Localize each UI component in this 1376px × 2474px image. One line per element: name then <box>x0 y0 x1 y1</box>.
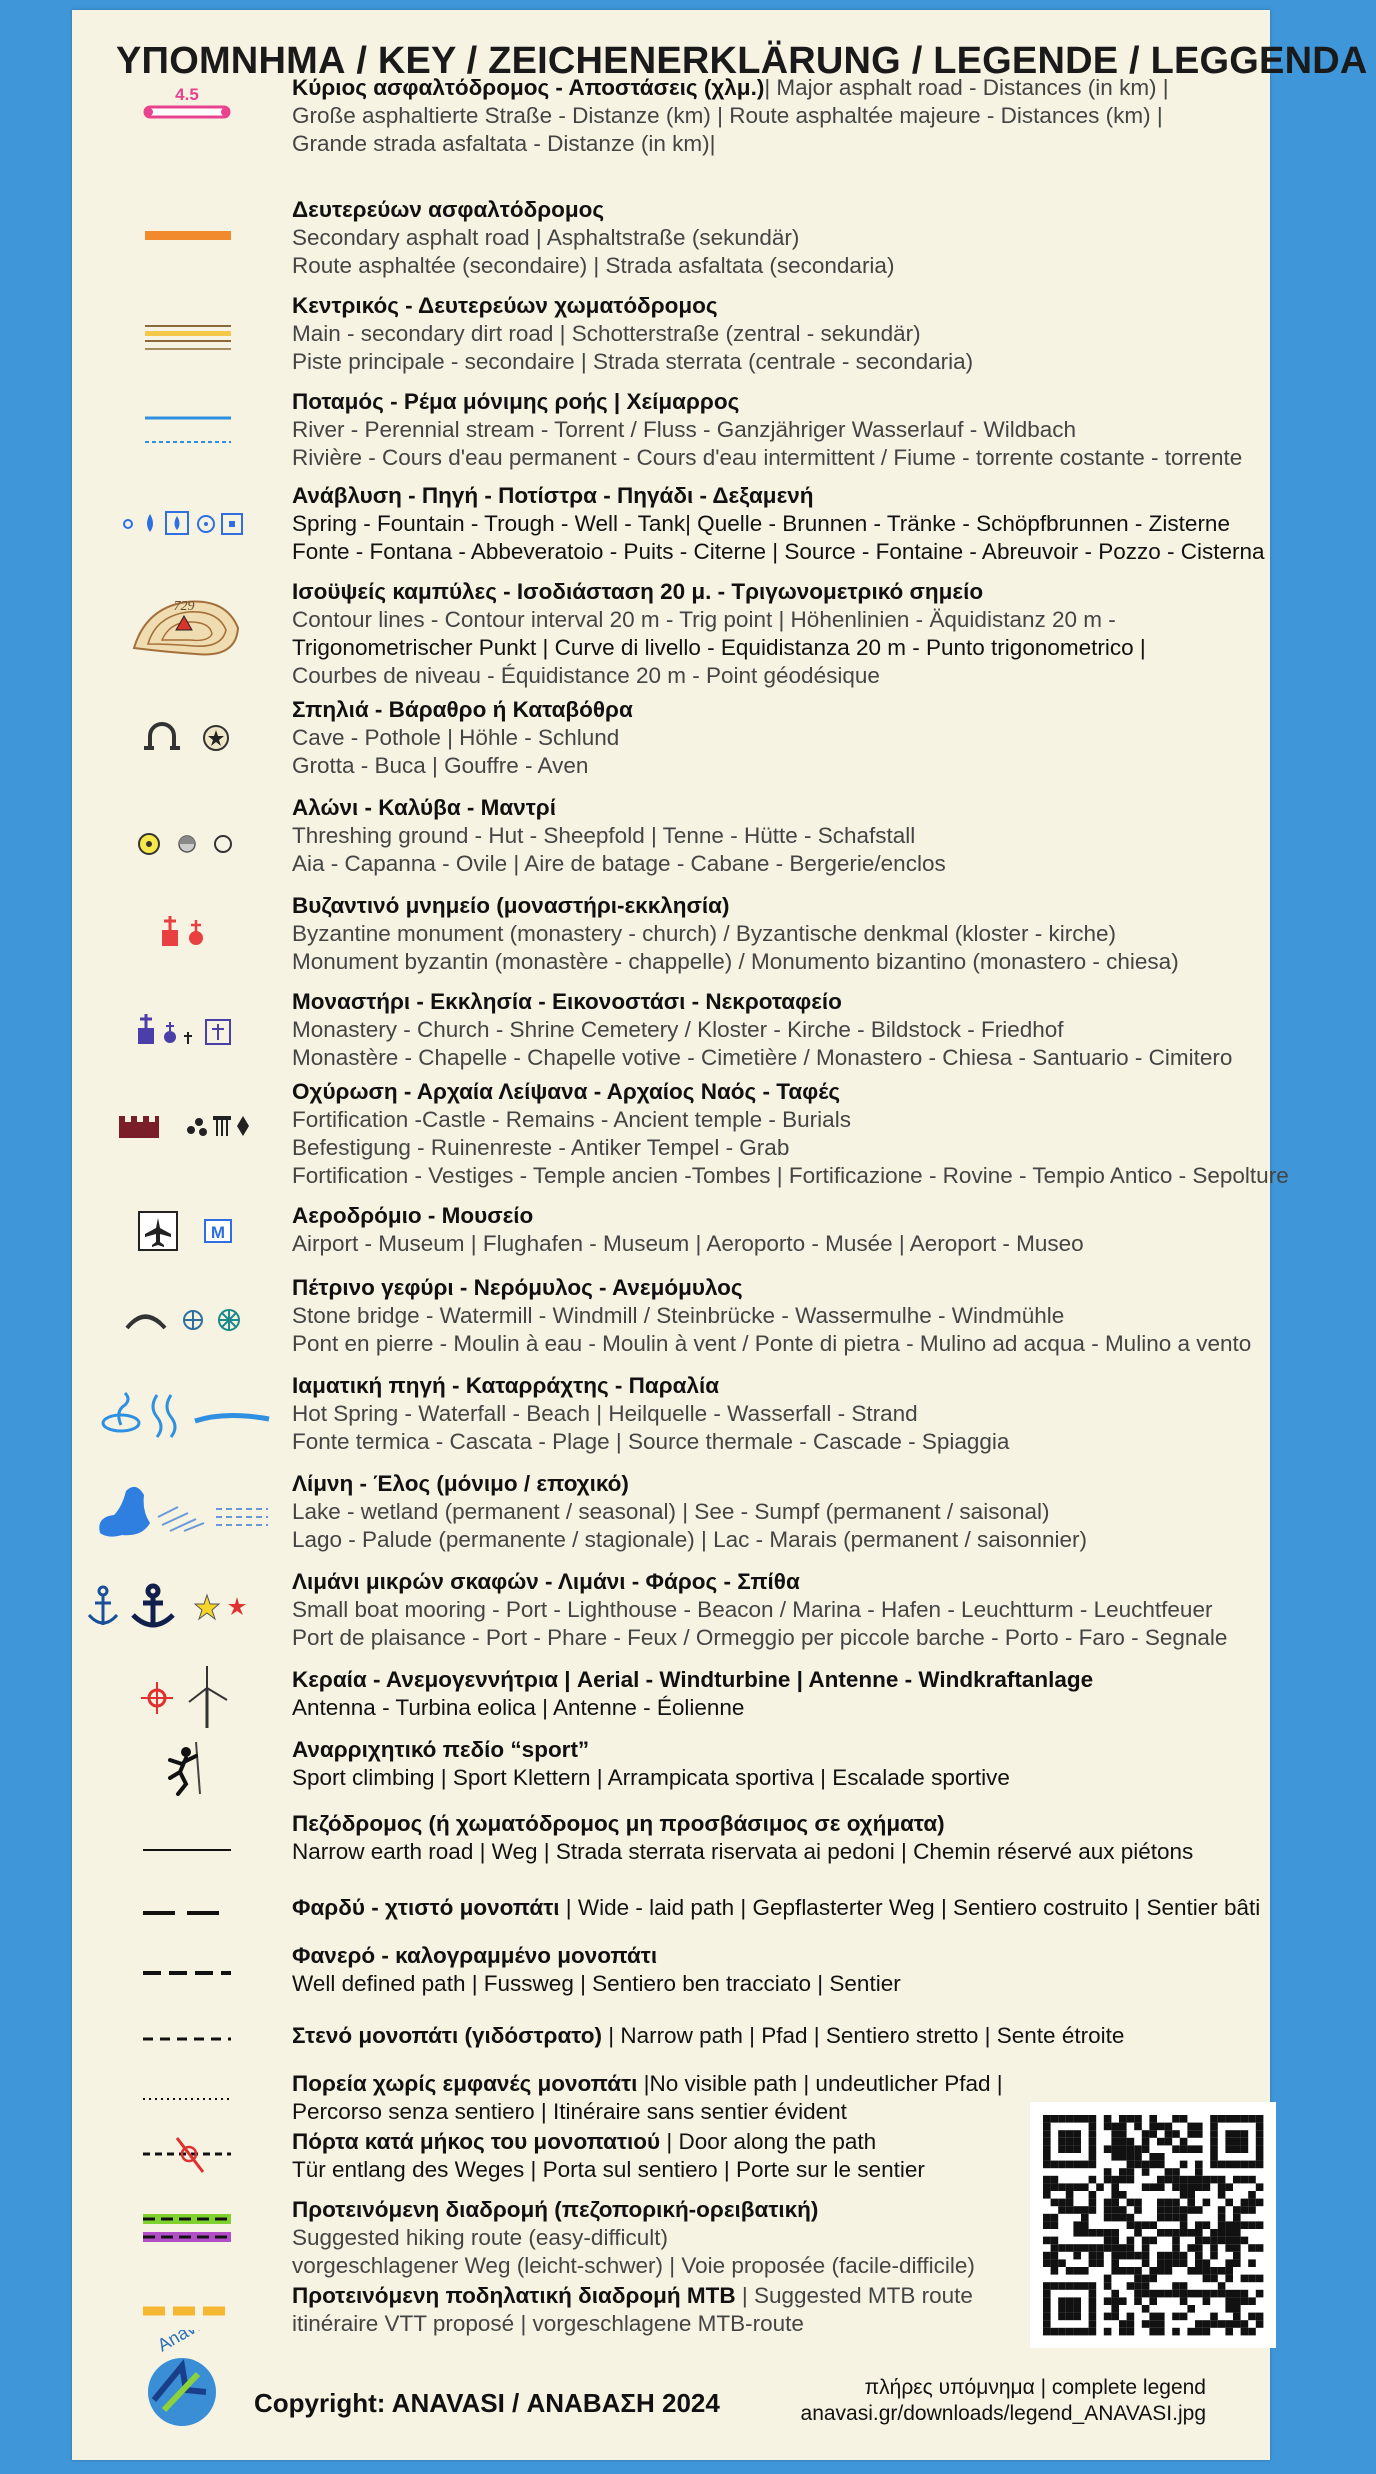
entry-line: Main - secondary dirt road | Schotterstraße (zentral - sekundär) <box>292 321 921 346</box>
entry-line: Suggested hiking route (easy-difficult) <box>292 2225 669 2250</box>
entry-contour <box>72 578 1270 694</box>
entry-heading: Αεροδρόμιο - Μουσείο <box>292 1203 534 1228</box>
entry-heading: Κεραία - Ανεμογεννήτρια | Aerial - Windturbine | Antenne - Windkraftanlage <box>292 1667 1094 1692</box>
major-road-symbol <box>72 76 300 136</box>
entry-line: Byzantine monument (monastery - church) / Byzantische denkmal (kloster - kirche) <box>292 921 1117 946</box>
entry-line: Narrow earth road | Weg | Strada sterrata riservata ai pedoni | Chemin réservé aux piétons <box>292 1839 1194 1864</box>
entry-line: Stone bridge - Watermill - Windmill / Steinbrücke - Wassermulhe - Windmühle <box>292 1303 1065 1328</box>
entry-line: Fortification -Castle - Remains - Ancient temple - Burials <box>292 1107 851 1132</box>
narrow-earth-road-symbol <box>72 1830 300 1870</box>
entry-climbing <box>72 1736 1270 1806</box>
entry-heading: Ιαματική πηγή - Καταρράχτης - Παραλία <box>292 1373 720 1398</box>
entry-dirt-road <box>72 292 1270 378</box>
entry-line: Small boat mooring - Port - Lighthouse - Beacon / Marina - Hafen - Leuchtturm - Leuchtfeuer <box>292 1597 1213 1622</box>
contour-label: 729 <box>173 599 195 614</box>
entry-heading: Προτεινόμενη διαδρομή (πεζοπορική-ορειβατική) <box>292 2197 819 2222</box>
entry-line: Courbes de niveau - Équidistance 20 m - Point géodésique <box>292 663 880 688</box>
entry-aerial <box>72 1666 1270 1732</box>
entry-narrow-earth-road <box>72 1810 1270 1876</box>
qr-code[interactable] <box>1030 2102 1276 2348</box>
entry-line: vorgeschlagener Weg (leicht-schwer) | Voie proposée (facile-difficile) <box>292 2253 975 2278</box>
entry-spring <box>72 482 1270 568</box>
entry-line: Fonte - Fontana - Abbeveratoio - Puits - Citerne | Source - Fontaine - Abreuvoir - Pozzo - Cisterna <box>292 539 1265 564</box>
legend-title: ΥΠΟΜΝΗΜΑ / KEY / ZEICHENERKLÄRUNG / LEGENDE / LEGGENDA <box>116 40 1368 82</box>
logo-text: Anavasi <box>154 2330 220 2356</box>
entry-line: Route asphaltée (secondaire) | Strada asfaltata (secondaria) <box>292 253 895 278</box>
river-symbol <box>72 394 300 464</box>
entry-heading: Σπηλιά - Βάραθρο ή Καταβόθρα <box>292 697 633 722</box>
entry-line: Große asphaltierte Straße - Distanze (km) | Route asphaltée majeure - Distances (km) | <box>292 103 1163 128</box>
entry-threshing <box>72 794 1270 880</box>
entry-heading: Ποταμός - Ρέμα μόνιμης ροής | Χείμαρρος <box>292 389 740 414</box>
entry-heading: Ανάβλυση - Πηγή - Ποτίστρα - Πηγάδι - Δεξαμενή <box>292 483 814 508</box>
entry-line: Lake - wetland (permanent / seasonal) | See - Sumpf (permanent / saisonal) <box>292 1499 1050 1524</box>
entry-heading-tail: | Narrow path | Pfad | Sentiero stretto | Sente étroite <box>608 2023 1125 2048</box>
entry-line: Contour lines - Contour interval 20 m - Trig point | Höhenlinien - Äquidistanz 20 m - <box>292 607 1116 632</box>
entry-heading: Φανερό - καλογραμμένο μονοπάτι <box>292 1943 658 1968</box>
entry-line: Trigonometrischer Punkt | Curve di livello - Equidistanza 20 m - Punto trigonometrico | <box>292 635 1146 660</box>
complete-legend-label: πλήρες υπόμνημα | complete legend <box>864 2376 1206 2399</box>
dirt-road-symbol <box>72 306 300 366</box>
entry-cave <box>72 696 1270 782</box>
entry-line: Spring - Fountain - Trough - Well - Tank| Quelle - Brunnen - Tränke - Schöpfbrunnen - Zisterne <box>292 511 1230 536</box>
well-defined-path-symbol <box>72 1958 300 1988</box>
road-distance-label: 4.5 <box>175 85 199 104</box>
entry-heading: Κεντρικός - Δευτερεύων χωματόδρομος <box>292 293 718 318</box>
no-visible-path-symbol <box>72 2084 300 2114</box>
cave-symbols <box>72 706 300 766</box>
entry-heading: Δευτερεύων ασφαλτόδρομος <box>292 197 605 222</box>
entry-line: Grande strada asfaltata - Distanze (in km)| <box>292 131 716 156</box>
entry-harbour <box>72 1568 1270 1654</box>
entry-line: Piste principale - secondaire | Strada sterrata (centrale - secondaria) <box>292 349 974 374</box>
wide-path-symbol <box>72 1898 300 1928</box>
entry-line: Lago - Palude (permanente / stagionale) | Lac - Marais (permanent / saisonnier) <box>292 1527 1088 1552</box>
byzantine-symbols <box>72 902 300 962</box>
entry-heading: Βυζαντινό μνημείο (μοναστήρι-εκκλησία) <box>292 893 730 918</box>
entry-line: Monastère - Chapelle - Chapelle votive - Cimetière / Monastero - Chiesa - Santuario - Cimitero <box>292 1045 1233 1070</box>
entry-hot-spring <box>72 1372 1270 1458</box>
threshing-symbols <box>72 814 300 874</box>
entry-line: Hot Spring - Waterfall - Beach | Heilquelle - Wasserfall - Strand <box>292 1401 918 1426</box>
entry-monastery <box>72 988 1270 1074</box>
entry-heading-tail: | Wide - laid path | Gepflasterter Weg | Sentiero costruito | Sentier bâti <box>565 1895 1261 1920</box>
hiking-route-symbol <box>72 2202 300 2256</box>
aerial-symbols <box>72 1662 300 1732</box>
narrow-path-symbol <box>72 2024 300 2054</box>
climbing-symbol <box>72 1738 300 1798</box>
harbour-symbols <box>58 1578 308 1638</box>
entry-airport <box>72 1202 1270 1268</box>
entry-line: Pont en pierre - Moulin à eau - Moulin à vent / Ponte di pietra - Mulino ad acqua - Mulino a vento <box>292 1331 1252 1356</box>
entry-line: Aia - Capanna - Ovile | Aire de batage - Cabane - Bergerie/enclos <box>292 851 946 876</box>
entry-heading-tail: |No visible path | undeutlicher Pfad | <box>643 2071 1003 2096</box>
entry-line: Sport climbing | Sport Klettern | Arrampicata sportiva | Escalade sportive <box>292 1765 1010 1790</box>
mtb-route-symbol <box>72 2294 300 2328</box>
complete-legend-note <box>801 2375 1206 2427</box>
entry-heading: Αναρριχητικό πεδίο “sport” <box>292 1737 590 1762</box>
entry-byzantine <box>72 892 1270 978</box>
entry-heading: Οχύρωση - Αρχαία Λείψανα - Αρχαίος Ναός - Ταφές <box>292 1079 841 1104</box>
entry-major-road <box>72 74 1270 160</box>
airport-symbols <box>72 1206 300 1256</box>
copyright: Copyright: ANAVASI / ΑΝΑΒΑΣΗ 2024 <box>254 2388 720 2418</box>
entry-heading-tail: | Suggested MTB route <box>741 2283 973 2308</box>
entry-lake <box>72 1470 1270 1556</box>
entry-heading: Πόρτα κατά μήκος του μονοπατιού <box>292 2129 661 2154</box>
entry-heading: Πορεία χωρίς εμφανές μονοπάτι <box>292 2071 638 2096</box>
fortification-symbols <box>72 1092 300 1152</box>
entry-line: Secondary asphalt road | Asphaltstraße (sekundär) <box>292 225 800 250</box>
entry-heading: Φαρδύ - χτιστό μονοπάτι <box>292 1895 560 1920</box>
complete-legend-link[interactable]: anavasi.gr/downloads/legend_ANAVASI.jpg <box>800 2402 1206 2425</box>
entry-line: Port de plaisance - Port - Phare - Feux / Ormeggio per piccole barche - Porto - Faro - Segnale <box>292 1625 1228 1650</box>
entry-wide-path <box>72 1894 1270 1934</box>
spring-symbols <box>72 498 300 548</box>
entry-line: Airport - Museum | Flughafen - Museum | Aeroporto - Musée | Aeroport - Museo <box>292 1231 1084 1256</box>
entry-well-defined-path <box>72 1942 1270 2008</box>
entry-fortification <box>72 1078 1289 1194</box>
entry-line: Monastery - Church - Shrine Cemetery / Kloster - Kirche - Bildstock - Friedhof <box>292 1017 1064 1042</box>
entry-line: Threshing ground - Hut - Sheepfold | Tenne - Hütte - Schafstall <box>292 823 916 848</box>
entry-text <box>292 74 1260 158</box>
bridge-symbols <box>72 1288 300 1348</box>
legend-sheet <box>72 10 1368 2460</box>
entry-heading-tail: | Door along the path <box>666 2129 877 2154</box>
entry-heading: Προτεινόμενη ποδηλατική διαδρομή MTB <box>292 2283 736 2308</box>
entry-narrow-path <box>72 2022 1270 2062</box>
entry-secondary-road <box>72 196 1270 282</box>
lake-symbols <box>62 1474 312 1544</box>
entry-bridge <box>72 1274 1270 1360</box>
entry-line: itinéraire VTT proposé | vorgeschlagene MTB-route <box>292 2311 804 2336</box>
door-symbol <box>72 2132 300 2176</box>
entry-heading: Ισοϋψείς καμπύλες - Ισοδιάσταση 20 μ. - Τριγωνομετρικό σημείο <box>292 579 984 604</box>
entry-line: Fortification - Vestiges - Temple ancien -Tombes | Fortificazione - Rovine - Tempio Antico - Sepolture <box>292 1163 1289 1188</box>
entry-heading: Πεζόδρομος (ή χωματόδρομος μη προσβάσιμος σε οχήματα) <box>292 1811 945 1836</box>
entry-heading: Κύριος ασφαλτόδρομος - Αποστάσεις (χλμ.) <box>292 75 765 100</box>
entry-heading-tail: | Major asphalt road - Distances (in km) | <box>764 75 1169 100</box>
entry-line: Grotta - Buca | Gouffre - Aven <box>292 753 589 778</box>
entry-heading: Λιμάνι μικρών σκαφών - Λιμάνι - Φάρος - Σπίθα <box>292 1569 800 1594</box>
qr-code-image <box>1030 2102 1276 2348</box>
entry-line: Well defined path | Fussweg | Sentiero ben tracciato | Sentier <box>292 1971 901 1996</box>
entry-line: Tür entlang des Weges | Porta sul sentiero | Porte sur le sentier <box>292 2157 925 2182</box>
hot-spring-symbols <box>60 1386 310 1446</box>
entry-line: Cave - Pothole | Höhle - Schlund <box>292 725 620 750</box>
entry-line: Percorso senza sentiero | Itinéraire sans sentier évident <box>292 2099 847 2124</box>
entry-line: Befestigung - Ruinenreste - Antiker Tempel - Grab <box>292 1135 790 1160</box>
monastery-symbols <box>72 1000 300 1060</box>
entry-heading: Μοναστήρι - Εκκλησία - Εικονοστάσι - Νεκροταφείο <box>292 989 842 1014</box>
entry-heading: Αλώνι - Καλύβα - Μαντρί <box>292 795 556 820</box>
entry-line: Monument byzantin (monastère - chappelle) / Monumento bizantino (monastero - chiesa) <box>292 949 1179 974</box>
secondary-road-symbol <box>72 206 300 266</box>
entry-heading: Στενό μονοπάτι (γιδόστρατο) <box>292 2023 602 2048</box>
entry-line: River - Perennial stream - Torrent / Fluss - Ganzjähriger Wasserlauf - Wildbach <box>292 417 1076 442</box>
entry-line: Fonte termica - Cascata - Plage | Source thermale - Cascade - Spiaggia <box>292 1429 1010 1454</box>
entry-line: Rivière - Cours d'eau permanent - Cours d'eau intermittent / Fiume - torrente costante - torrente <box>292 445 1243 470</box>
entry-heading: Λίμνη - Έλος (μόνιμο / εποχικό) <box>292 1471 629 1496</box>
entry-heading: Πέτρινο γεφύρι - Νερόμυλος - Ανεμόμυλος <box>292 1275 743 1300</box>
svg-text:M: M <box>210 1223 226 1242</box>
anavasi-logo <box>124 2330 234 2440</box>
contour-symbol <box>72 588 300 668</box>
entry-line: Antenna - Turbina eolica | Antenne - Éolienne <box>292 1695 745 1720</box>
entry-river <box>72 388 1270 474</box>
